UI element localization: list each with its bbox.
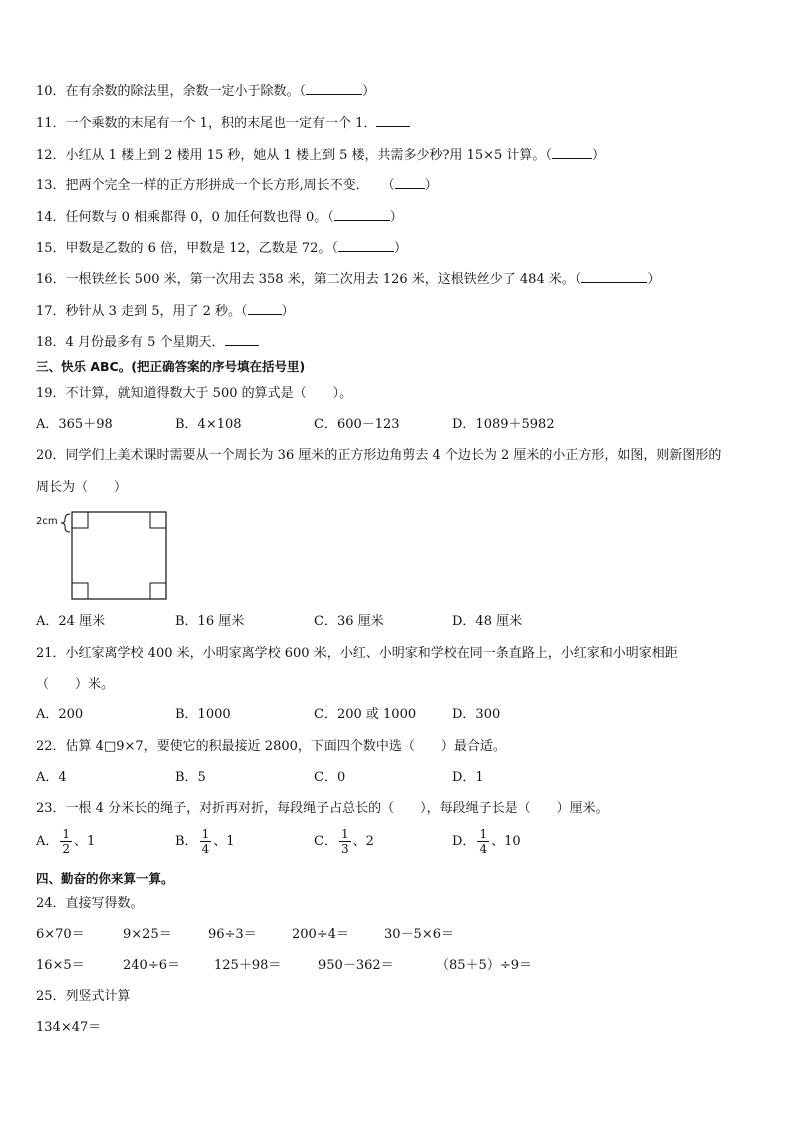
answer-blank[interactable] xyxy=(306,82,362,95)
fraction-denominator: 3 xyxy=(340,842,349,856)
section-3-title: 三、快乐 ABC。(把正确答案的序号填在括号里) xyxy=(36,359,306,374)
answer-blank[interactable] xyxy=(248,302,282,315)
q22-option-d: D．1 xyxy=(452,770,484,785)
judgment-item xyxy=(36,114,410,133)
section-4-title: 四、勤奋的你来算一算。 xyxy=(36,871,174,886)
answer-blank[interactable] xyxy=(338,239,394,252)
q22-option-b: B．5 xyxy=(175,770,206,785)
item-text: 秒针从 3 走到 5，用了 2 秒。（ xyxy=(65,304,248,319)
item-text: 4 月份最多有 5 个星期天． xyxy=(65,335,225,350)
item-number: 10． xyxy=(36,84,66,99)
q20-option-b: B．16 厘米 xyxy=(175,614,245,629)
fraction-numerator: 1 xyxy=(201,827,210,841)
judgment-item xyxy=(36,208,403,227)
corner-square-tr xyxy=(150,512,166,528)
q23-option-a-letter: A． xyxy=(36,834,59,849)
item-number: 18． xyxy=(36,335,66,350)
q19-option-b: B．4×108 xyxy=(175,417,242,432)
q23-option-c xyxy=(314,827,374,856)
item-number: 16． xyxy=(36,272,66,287)
calc-item: 96÷3＝ xyxy=(208,927,257,942)
item-number: 12． xyxy=(36,148,66,163)
q20-option-c: C．36 厘米 xyxy=(314,614,384,629)
item-text: 小红从 1 楼上到 2 楼用 15 秒，她从 1 楼上到 5 楼，共需多少秒?用 15×5 计算。（ xyxy=(65,148,552,163)
item-text: 任何数与 0 相乘都得 0，0 加任何数也得 0。（ xyxy=(65,210,334,225)
big-square xyxy=(72,512,166,599)
corner-square-br xyxy=(150,583,166,599)
item-tail: ） xyxy=(281,304,295,319)
q22-option-c: C．0 xyxy=(314,770,346,785)
figure-label: 2cm xyxy=(36,516,58,527)
calc-item: 9×25＝ xyxy=(123,927,172,942)
item-number: 11． xyxy=(36,116,66,131)
corner-square-bl xyxy=(72,583,88,599)
judgment-item xyxy=(36,176,438,195)
q19-option-a: A．365＋98 xyxy=(36,417,113,432)
q19-option-d: D．1089＋5982 xyxy=(452,417,555,432)
item-tail: ） xyxy=(362,84,376,99)
fraction xyxy=(60,827,72,856)
item-text: 一根铁丝长 500 米，第一次用去 358 米，第二次用去 126 米，这根铁丝少了 484 米。（ xyxy=(65,272,582,287)
question-21-line-2: （ ）米。 xyxy=(36,677,115,692)
fraction-numerator: 1 xyxy=(340,827,349,841)
fraction-numerator: 1 xyxy=(479,827,488,841)
item-number: 13． xyxy=(36,178,66,193)
q21-option-c: C．200 或 1000 xyxy=(314,707,417,722)
q23-option-a-rest: 、1 xyxy=(74,834,96,849)
question-19: 19．不计算，就知道得数大于 500 的算式是（ ）。 xyxy=(36,386,353,401)
item-text: 把两个完全一样的正方形拼成一个长方形,周长不变． （ xyxy=(65,178,395,193)
answer-blank[interactable] xyxy=(334,208,390,221)
fraction xyxy=(339,827,351,856)
cut-square-figure xyxy=(36,506,176,602)
item-tail: ） xyxy=(424,178,438,193)
question-20-line-1: 20．同学们上美术课时需要从一个周长为 36 厘米的正方形边角剪去 4 个边长为 2 厘米的小正方形，如图，则新图形的 xyxy=(36,448,722,463)
fraction-denominator: 4 xyxy=(201,842,210,856)
q20-option-d: D．48 厘米 xyxy=(452,614,523,629)
calc-item: 200÷4＝ xyxy=(292,927,349,942)
judgment-item xyxy=(36,333,259,352)
q23-option-c-letter: C． xyxy=(314,834,337,849)
judgment-item xyxy=(36,146,605,165)
q23-option-b-letter: B． xyxy=(175,834,198,849)
calc-item: （85＋5）÷9＝ xyxy=(436,958,532,973)
judgment-item xyxy=(36,239,407,258)
q23-option-d xyxy=(452,827,521,856)
judgment-item xyxy=(36,82,375,101)
q23-option-d-rest: 、10 xyxy=(491,834,521,849)
fraction-denominator: 4 xyxy=(479,842,488,856)
answer-blank[interactable] xyxy=(376,114,410,127)
square-diagram xyxy=(36,506,176,602)
answer-blank[interactable] xyxy=(395,176,425,189)
q21-option-d: D．300 xyxy=(452,707,501,722)
fraction xyxy=(200,827,212,856)
question-24-title: 24．直接写得数。 xyxy=(36,896,144,911)
item-tail: ） xyxy=(393,241,407,256)
item-number: 14． xyxy=(36,210,66,225)
item-text: 一个乘数的末尾有一个 1，积的末尾也一定有一个 1． xyxy=(65,116,377,131)
question-25-expression: 134×47＝ xyxy=(36,1020,102,1035)
question-20-line-2: 周长为（ ） xyxy=(36,480,128,495)
q23-option-b xyxy=(175,827,234,856)
item-text: 甲数是乙数的 6 倍，甲数是 12，乙数是 72。（ xyxy=(65,241,338,256)
q21-option-a: A．200 xyxy=(36,707,84,722)
calc-item: 240÷6＝ xyxy=(123,958,180,973)
question-21-line-1: 21．小红家离学校 400 米，小明家离学校 600 米，小红、小明家和学校在同一条直路上，小红家和小明家相距 xyxy=(36,646,678,661)
question-22: 22．估算 4□9×7，要使它的积最接近 2800，下面四个数中选（ ）最合适。 xyxy=(36,739,506,754)
q22-option-a: A．4 xyxy=(36,770,67,785)
fraction-numerator: 1 xyxy=(62,827,71,841)
answer-blank[interactable] xyxy=(581,270,647,283)
corner-square-tl xyxy=(72,512,88,528)
fraction-denominator: 2 xyxy=(62,842,71,856)
question-23: 23．一根 4 分米长的绳子，对折再对折，每段绳子占总长的（ ），每段绳子长是（ ）厘米。 xyxy=(36,801,609,816)
calc-item: 6×70＝ xyxy=(36,927,85,942)
calc-item: 950－362＝ xyxy=(318,958,394,973)
q20-option-a: A．24 厘米 xyxy=(36,614,106,629)
item-tail: ） xyxy=(591,148,605,163)
item-tail: ） xyxy=(389,210,403,225)
calc-item: 16×5＝ xyxy=(36,958,85,973)
q23-option-b-rest: 、1 xyxy=(213,834,235,849)
q21-option-b: B．1000 xyxy=(175,707,231,722)
calc-item: 125＋98＝ xyxy=(214,958,282,973)
answer-blank[interactable] xyxy=(552,146,592,159)
q23-option-c-rest: 、2 xyxy=(352,834,374,849)
q23-option-d-letter: D． xyxy=(452,834,476,849)
q23-option-a xyxy=(36,827,95,856)
brace-icon xyxy=(61,514,70,532)
item-tail: ） xyxy=(647,272,661,287)
calc-item: 30－5×6＝ xyxy=(384,927,454,942)
judgment-item xyxy=(36,270,660,289)
item-text: 在有余数的除法里，余数一定小于除数。（ xyxy=(65,84,307,99)
q19-option-c: C．600－123 xyxy=(314,417,400,432)
judgment-item xyxy=(36,302,295,321)
item-number: 15． xyxy=(36,241,66,256)
question-25-title: 25．列竖式计算 xyxy=(36,989,131,1004)
answer-blank[interactable] xyxy=(225,333,259,346)
item-number: 17． xyxy=(36,304,66,319)
fraction xyxy=(477,827,489,856)
